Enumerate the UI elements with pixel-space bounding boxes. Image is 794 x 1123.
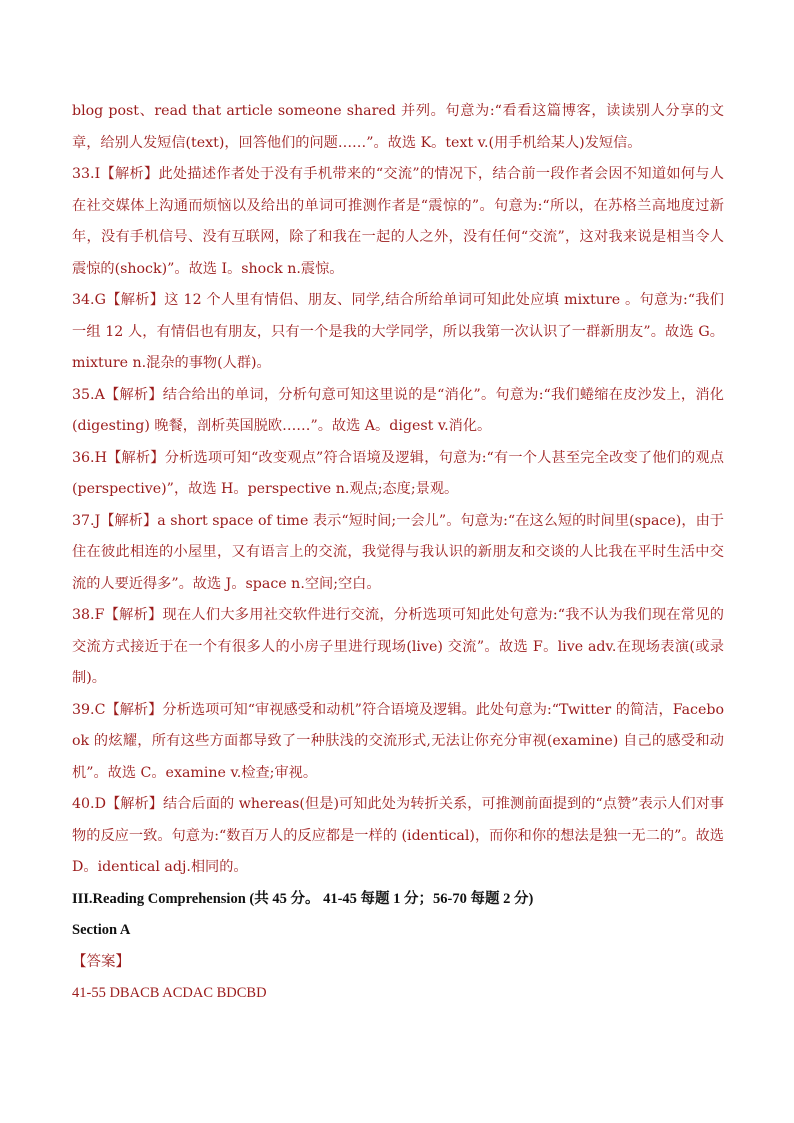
answer-label: 【答案】 — [72, 953, 130, 970]
explanation-paragraph: 38.F【解析】现在人们大多用社交软件进行交流，分析选项可知此处句意为:“我不认为我们现在常见的交流方式接近于在一个有很多人的小房子里进行现场(live) 交流”。故选 F。live adv.在现场表演(或录制)。 — [72, 607, 724, 686]
explanation-paragraph: 37.J【解析】a short space of time 表示“短时间;一会儿”。句意为:“在这么短的时间里(space)，由于住在彼此相连的小屋里，又有语言上的交流，我觉得与我认识的新朋友和交谈的人比我在平时生活中交流的人要近得多”。故选 J。space n.空间;空白。 — [72, 512, 724, 592]
answer-key: 41-55 DBACB ACDAC BDCBD — [72, 985, 267, 1001]
section-a-heading: Section A — [72, 922, 131, 938]
explanation-paragraph: 35.A【解析】结合给出的单词，分析句意可知这里说的是“消化”。句意为:“我们蜷缩在皮沙发上，消化(digesting) 晚餐，剖析英国脱欧……”。故选 A。digest v.消化。 — [72, 386, 724, 434]
explanation-paragraph: 36.H【解析】分析选项可知“改变观点”符合语境及逻辑，句意为:“有一个人甚至完全改变了他们的观点(perspective)”，故选 H。perspective n.观点;态度;景观。 — [72, 449, 724, 497]
section-heading: III.Reading Comprehension (共 45 分。 41-45 每题 1 分；56-70 每题 2 分) — [72, 890, 534, 907]
explanation-paragraph: 34.G【解析】这 12 个人里有情侣、朋友、同学,结合所给单词可知此处应填 mixture 。句意为:“我们一组 12 人，有情侣也有朋友，只有一个是我的大学同学，所以我第一次认识了一群新朋友”。故选 G。mixture n.混杂的事物(人群)。 — [72, 292, 724, 371]
explanation-paragraph: 40.D【解析】结合后面的 whereas(但是)可知此处为转折关系，可推测前面提到的“点赞”表示人们对事物的反应一致。句意为:“数百万人的反应都是一样的 (identical)，而你和你的想法是独一无二的”。故选 D。identical adj.相同的。 — [72, 796, 724, 875]
explanation-paragraph: 39.C【解析】分析选项可知“审视感受和动机”符合语境及逻辑。此处句意为:“Twitter 的简洁，Facebook 的炫耀，所有这些方面都导致了一种肤浅的交流形式,无法让你充分审视(examine) 自己的感受和动机”。故选 C。examine v.检查;审视。 — [72, 701, 724, 781]
explanation-paragraph: blog post、read that article someone shared 并列。句意为:“看看这篇博客，读读别人分享的文章，给别人发短信(text)，回答他们的问题……”。故选 K。text v.(用手机给某人)发短信。 — [72, 103, 724, 151]
explanation-paragraph: 33.I【解析】此处描述作者处于没有手机带来的“交流”的情况下，结合前一段作者会因不知道如何与人在社交媒体上沟通而烦恼以及给出的单词可推测作者是“震惊的”。句意为:“所以，在苏格兰高地度过新年，没有手机信号、没有互联网，除了和我在一起的人之外，没有任何“交流”，这对我来说是相当令人震惊的(shock)”。故选 I。shock n.震惊。 — [72, 166, 724, 277]
document-page — [72, 96, 724, 1010]
